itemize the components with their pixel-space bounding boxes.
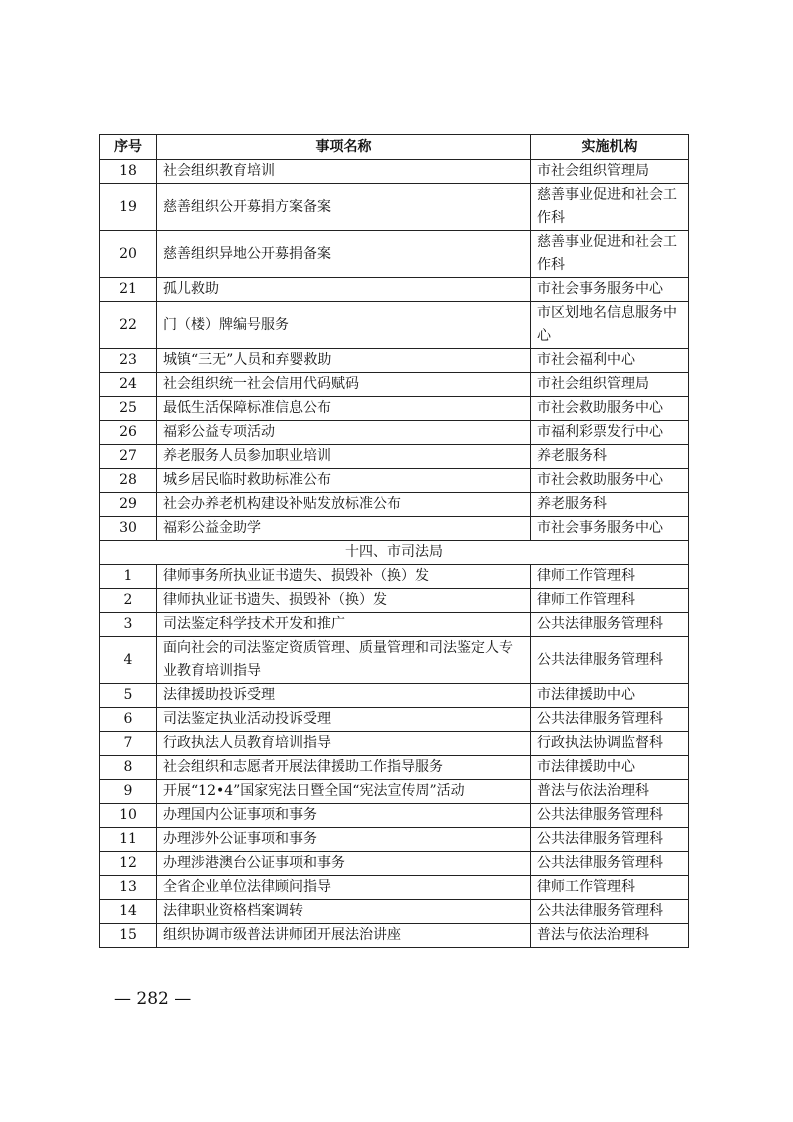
table-row	[100, 732, 689, 756]
serial-number-cell: 19	[100, 184, 157, 231]
agency-cell: 慈善事业促进和社会工作科	[531, 184, 689, 231]
serial-number-cell: 14	[100, 900, 157, 924]
agency-cell: 养老服务科	[531, 445, 689, 469]
serial-number-cell: 4	[100, 637, 157, 684]
item-name-cell: 慈善组织公开募捐方案备案	[157, 184, 531, 231]
table-row	[100, 828, 689, 852]
agency-cell: 公共法律服务管理科	[531, 637, 689, 684]
table-row	[100, 613, 689, 637]
agency-cell: 公共法律服务管理科	[531, 828, 689, 852]
item-name-cell: 面向社会的司法鉴定资质管理、质量管理和司法鉴定人专业教育培训指导	[157, 637, 531, 684]
agency-cell: 市社会组织管理局	[531, 160, 689, 184]
agency-cell: 市法律援助中心	[531, 684, 689, 708]
agency-cell: 养老服务科	[531, 493, 689, 517]
table-row	[100, 160, 689, 184]
table-header	[100, 135, 689, 160]
agency-cell: 市社会事务服务中心	[531, 517, 689, 541]
table-row	[100, 565, 689, 589]
item-name-cell: 开展“12•4”国家宪法日暨全国“宪法宣传周”活动	[157, 780, 531, 804]
serial-number-cell: 27	[100, 445, 157, 469]
table-row	[100, 780, 689, 804]
agency-cell: 公共法律服务管理科	[531, 804, 689, 828]
table-row	[100, 804, 689, 828]
serial-number-cell: 29	[100, 493, 157, 517]
table-row	[100, 302, 689, 349]
item-name-cell: 城镇“三无”人员和弃婴救助	[157, 349, 531, 373]
agency-cell: 市法律援助中心	[531, 756, 689, 780]
item-name-cell: 养老服务人员参加职业培训	[157, 445, 531, 469]
section-header-row	[100, 541, 689, 565]
agency-cell: 律师工作管理科	[531, 876, 689, 900]
item-name-cell: 组织协调市级普法讲师团开展法治讲座	[157, 924, 531, 948]
item-name-cell: 城乡居民临时救助标准公布	[157, 469, 531, 493]
agency-cell: 市社会事务服务中心	[531, 278, 689, 302]
header-serial-number: 序号	[100, 135, 157, 160]
item-name-cell: 门（楼）牌编号服务	[157, 302, 531, 349]
item-name-cell: 全省企业单位法律顾问指导	[157, 876, 531, 900]
item-name-cell: 社会组织统一社会信用代码赋码	[157, 373, 531, 397]
table-row	[100, 231, 689, 278]
table-row	[100, 493, 689, 517]
serial-number-cell: 18	[100, 160, 157, 184]
agency-cell: 慈善事业促进和社会工作科	[531, 231, 689, 278]
serial-number-cell: 9	[100, 780, 157, 804]
serial-number-cell: 24	[100, 373, 157, 397]
serial-number-cell: 6	[100, 708, 157, 732]
item-name-cell: 福彩公益专项活动	[157, 421, 531, 445]
serial-number-cell: 26	[100, 421, 157, 445]
table-row	[100, 184, 689, 231]
agency-cell: 律师工作管理科	[531, 589, 689, 613]
item-name-cell: 最低生活保障标准信息公布	[157, 397, 531, 421]
table-row	[100, 517, 689, 541]
table-row	[100, 589, 689, 613]
item-name-cell: 办理国内公证事项和事务	[157, 804, 531, 828]
item-name-cell: 孤儿救助	[157, 278, 531, 302]
agency-cell: 市福利彩票发行中心	[531, 421, 689, 445]
serial-number-cell: 1	[100, 565, 157, 589]
serial-number-cell: 7	[100, 732, 157, 756]
serial-number-cell: 13	[100, 876, 157, 900]
item-name-cell: 社会办养老机构建设补贴发放标准公布	[157, 493, 531, 517]
table-row	[100, 637, 689, 684]
serial-number-cell: 20	[100, 231, 157, 278]
table-row	[100, 924, 689, 948]
serial-number-cell: 15	[100, 924, 157, 948]
agency-cell: 普法与依法治理科	[531, 924, 689, 948]
agency-cell: 律师工作管理科	[531, 565, 689, 589]
serial-number-cell: 28	[100, 469, 157, 493]
table-row	[100, 852, 689, 876]
item-name-cell: 法律职业资格档案调转	[157, 900, 531, 924]
table-row	[100, 900, 689, 924]
table-row	[100, 876, 689, 900]
serial-number-cell: 8	[100, 756, 157, 780]
item-name-cell: 办理涉外公证事项和事务	[157, 828, 531, 852]
serial-number-cell: 12	[100, 852, 157, 876]
item-name-cell: 办理涉港澳台公证事项和事务	[157, 852, 531, 876]
table-row	[100, 708, 689, 732]
item-name-cell: 司法鉴定科学技术开发和推广	[157, 613, 531, 637]
agency-cell: 市社会救助服务中心	[531, 469, 689, 493]
header-implementing-agency: 实施机构	[531, 135, 689, 160]
item-name-cell: 福彩公益金助学	[157, 517, 531, 541]
agency-cell: 普法与依法治理科	[531, 780, 689, 804]
serial-number-cell: 25	[100, 397, 157, 421]
table-row	[100, 278, 689, 302]
page-number: — 282 —	[114, 989, 192, 1009]
serial-number-cell: 5	[100, 684, 157, 708]
serial-number-cell: 21	[100, 278, 157, 302]
serial-number-cell: 23	[100, 349, 157, 373]
table-body	[100, 160, 689, 948]
table-row	[100, 349, 689, 373]
serial-number-cell: 30	[100, 517, 157, 541]
table-row	[100, 445, 689, 469]
item-name-cell: 法律援助投诉受理	[157, 684, 531, 708]
service-items-table	[99, 134, 689, 948]
agency-cell: 行政执法协调监督科	[531, 732, 689, 756]
item-name-cell: 律师事务所执业证书遗失、损毁补（换）发	[157, 565, 531, 589]
header-item-name: 事项名称	[157, 135, 531, 160]
serial-number-cell: 3	[100, 613, 157, 637]
agency-cell: 公共法律服务管理科	[531, 708, 689, 732]
serial-number-cell: 2	[100, 589, 157, 613]
table-row	[100, 421, 689, 445]
table-row	[100, 684, 689, 708]
item-name-cell: 行政执法人员教育培训指导	[157, 732, 531, 756]
section-title: 十四、市司法局	[100, 541, 689, 565]
table-row	[100, 469, 689, 493]
item-name-cell: 司法鉴定执业活动投诉受理	[157, 708, 531, 732]
item-name-cell: 律师执业证书遗失、损毁补（换）发	[157, 589, 531, 613]
item-name-cell: 社会组织和志愿者开展法律援助工作指导服务	[157, 756, 531, 780]
item-name-cell: 社会组织教育培训	[157, 160, 531, 184]
agency-cell: 公共法律服务管理科	[531, 613, 689, 637]
serial-number-cell: 22	[100, 302, 157, 349]
serial-number-cell: 11	[100, 828, 157, 852]
agency-cell: 公共法律服务管理科	[531, 900, 689, 924]
table-row	[100, 397, 689, 421]
agency-cell: 市区划地名信息服务中心	[531, 302, 689, 349]
serial-number-cell: 10	[100, 804, 157, 828]
agency-cell: 市社会组织管理局	[531, 373, 689, 397]
agency-cell: 市社会救助服务中心	[531, 397, 689, 421]
table-row	[100, 756, 689, 780]
agency-cell: 公共法律服务管理科	[531, 852, 689, 876]
agency-cell: 市社会福利中心	[531, 349, 689, 373]
table-row	[100, 373, 689, 397]
item-name-cell: 慈善组织异地公开募捐备案	[157, 231, 531, 278]
